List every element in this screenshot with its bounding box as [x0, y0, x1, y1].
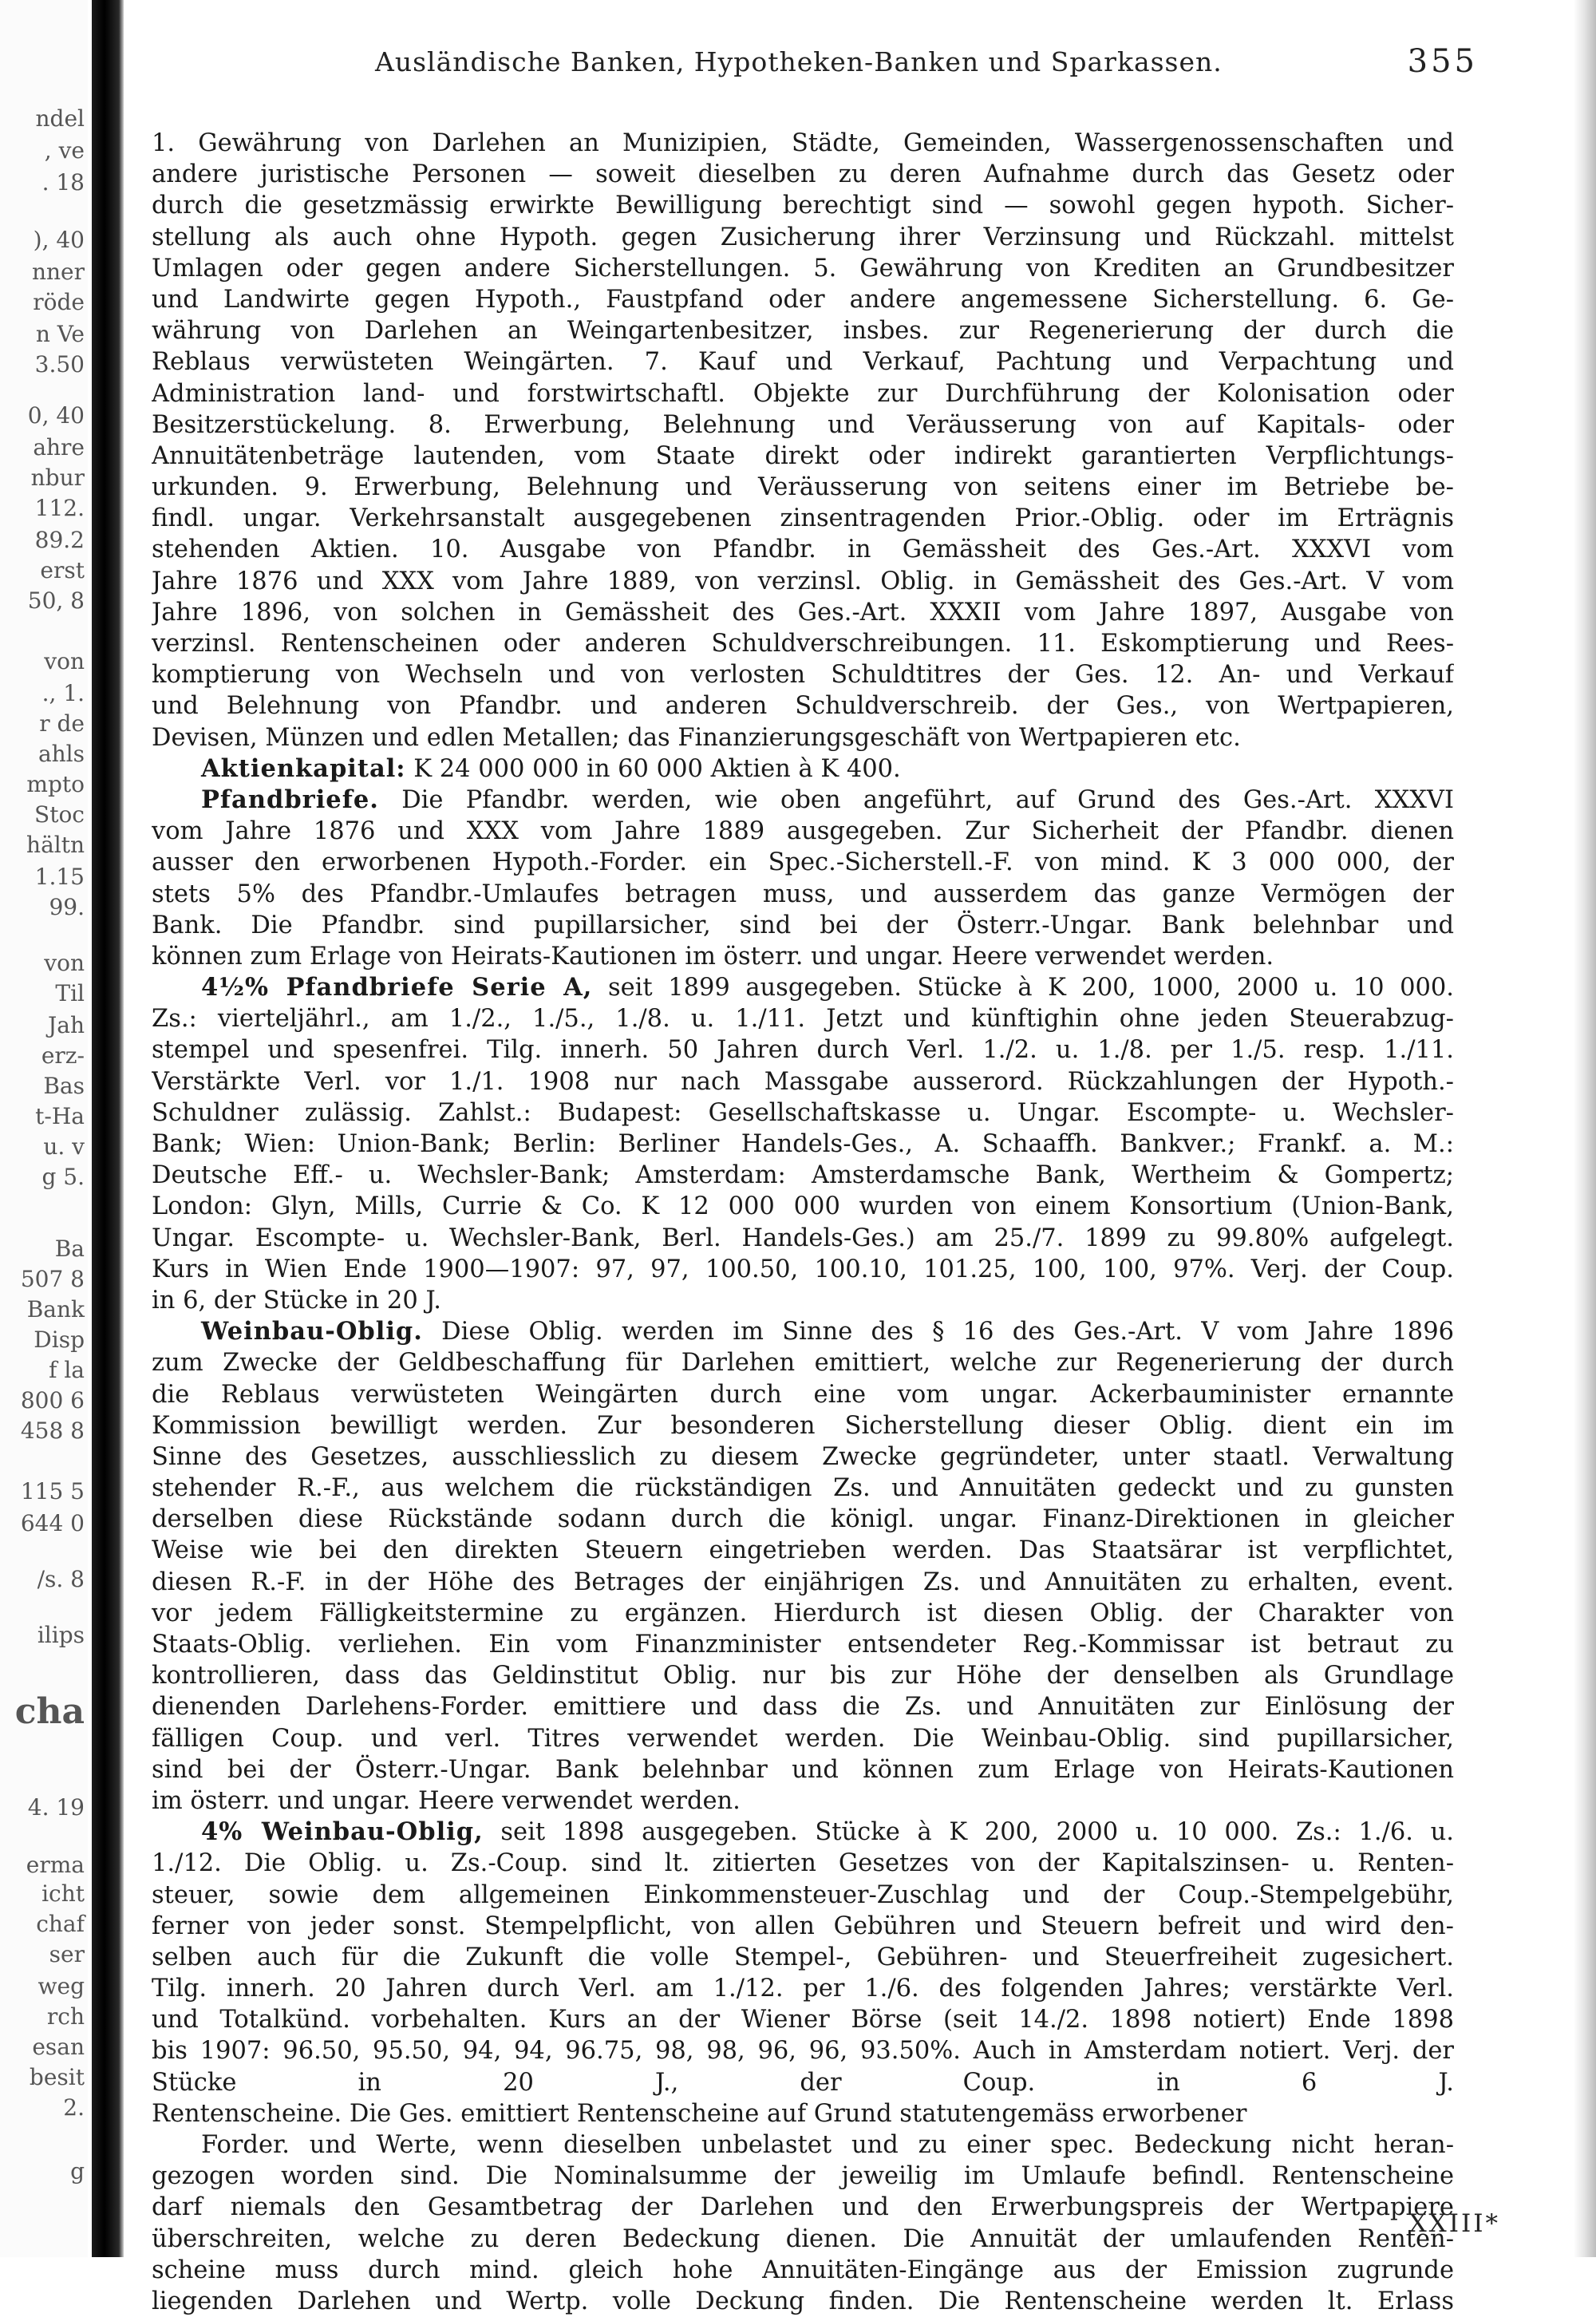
gutter-text-fragment: röde — [33, 289, 85, 315]
gutter-text-fragment: von — [44, 950, 85, 976]
text-line: zum Zwecke der Geldbeschaffung für Darlehen emittiert, welche zur Regenerierung der durch — [152, 1349, 1454, 1378]
text-line: Umlagen oder gegen andere Sicherstellungen. 5. Gewährung von Krediten an Grundbesitzer — [152, 254, 1454, 283]
text-line: liegenden Darlehen und Wertp. volle Deckung finden. Die Rentenscheine werden lt. Erlass — [152, 2287, 1454, 2315]
text-line: gezogen worden sind. Die Nominalsumme der jeweilig im Umlaufe befindl. Rentenscheine — [152, 2162, 1454, 2191]
gutter-text-fragment: Bas — [43, 1073, 85, 1099]
gutter-text-fragment: weg — [38, 1973, 85, 1999]
gutter-text-fragment: r de — [39, 710, 85, 737]
gutter-text-fragment: u. v — [43, 1133, 85, 1160]
text-line: andere juristische Personen — soweit dieselben zu deren Aufnahme durch das Gesetz oder — [152, 160, 1454, 189]
text-line: Deutsche Eff.- u. Wechsler-Bank; Amsterdam: Amsterdamsche Bank, Wertheim & Gompertz; — [152, 1161, 1454, 1190]
text-line: Forder. und Werte, wenn dieselben unbelastet und zu einer spec. Bedeckung nicht heran- — [201, 2131, 1454, 2159]
gutter-text-fragment: ahre — [33, 434, 85, 461]
text-line: 4½% Pfandbriefe Serie A, seit 1899 ausgegeben. Stücke à K 200, 1000, 2000 u. 10 000. — [201, 973, 1454, 1002]
section-heading: Pfandbriefe. — [201, 785, 379, 814]
gutter-text-fragment: g — [70, 2158, 85, 2185]
gutter-text-fragment: ), 40 — [33, 227, 85, 253]
text-line: scheine muss durch mind. gleich hohe Annuitäten-Eingänge aus der Emission zugrunde — [152, 2256, 1454, 2284]
text-line: derselben diese Rückstände sodann durch die königl. ungar. Finanz-Direktionen in gleicher — [152, 1505, 1454, 1534]
text-line: im österr. und ungar. Heere verwendet werden. — [152, 1786, 741, 1815]
text-line: diesen R.-F. in der Höhe des Betrages der einjährigen Zs. und Annuitäten zu erhalten, event. — [152, 1568, 1454, 1596]
text-line: stellung als auch ohne Hypoth. gegen Zusicherung ihrer Verzinsung und Rückzahl. mittelst — [152, 223, 1454, 251]
gutter-text-fragment: 507 8 — [20, 1266, 85, 1292]
gutter-text-fragment: Stoc — [34, 801, 85, 828]
text-line: findl. ungar. Verkehrsanstalt ausgegebenen zinsentragenden Prior.-Oblig. oder im Erträgnis — [152, 504, 1454, 533]
text-line: vom Jahre 1876 und XXX vom Jahre 1889 ausgegeben. Zur Sicherheit der Pfandbr. dienen — [152, 817, 1454, 846]
gutter-text-fragment: nbur — [30, 465, 85, 491]
text-line: können zum Erlage von Heirats-Kautionen im österr. und ungar. Heere verwendet werden. — [152, 942, 1274, 971]
text-line: Ungar. Escompte- u. Wechsler-Bank, Berl. Handels-Ges.) am 25./7. 1899 zu 99.80% aufgelegt. — [152, 1224, 1454, 1252]
gutter-text-fragment: 2. — [63, 2094, 85, 2121]
gutter-text-fragment: 112. — [34, 495, 85, 521]
text-line: Aktienkapital: K 24 000 000 in 60 000 Aktien à K 400. — [201, 753, 901, 783]
gutter-text-fragment: f la — [49, 1357, 85, 1383]
text-line: Verstärkte Verl. vor 1./1. 1908 nur nach Massgabe ausserord. Rückzahlungen der Hypoth.- — [152, 1067, 1454, 1096]
gutter-text-fragment: erma — [26, 1852, 85, 1878]
gutter-text-fragment: n Ve — [35, 321, 85, 347]
text-line: steuer, sowie dem allgemeinen Einkommensteuer-Zuschlag und der Coup.-Stempelgebühr, — [152, 1880, 1454, 1909]
text-line: währung von Darlehen an Weingartenbesitzer, insbes. zur Regenerierung der durch die — [152, 317, 1454, 346]
text-line: Tilg. innerh. 20 Jahren durch Verl. am 1./12. per 1./6. des folgenden Jahres; verstärkte Verl. — [152, 1975, 1454, 2003]
gutter-text-fragment: g 5. — [41, 1164, 85, 1190]
text-line: komptierung von Wechseln und von verlosten Schuldtitres der Ges. 12. An- und Verkauf — [152, 661, 1454, 690]
text-line: Annuitätenbeträge lautenden, vom Staate direkt oder indirekt garantierten Verpflichtungs- — [152, 441, 1454, 470]
gutter-text-fragment: chaf — [36, 1911, 85, 1937]
text-line: selben auch für die Zukunft die volle Stempel-, Gebühren- und Steuerfreiheit zugesichert. — [152, 1943, 1454, 1971]
text-line: sind bei der Österr.-Ungar. Bank belehnbar und können zum Erlage von Heirats-Kautionen — [152, 1755, 1454, 1784]
text-line: Reblaus verwüsteten Weingärten. 7. Kauf und Verkauf, Pachtung und Verpachtung und — [152, 348, 1454, 377]
text-line: Stücke in 20 J., der Coup. in 6 J. — [152, 2068, 1454, 2097]
text-line: stehender R.-F., aus welchem die rückständigen Zs. und Annuitäten gedeckt und zu gunsten — [152, 1474, 1454, 1503]
gutter-text-fragment: ahls — [38, 741, 85, 767]
gutter-text-fragment: icht — [41, 1880, 85, 1907]
gutter-text-fragment: Bank — [26, 1296, 85, 1323]
gutter-text-fragment: 800 6 — [20, 1387, 85, 1414]
gutter-text-fragment: 50, 8 — [27, 587, 85, 614]
text-line: stehenden Aktien. 10. Ausgabe von Pfandbr. in Gemässheit des Ges.-Art. XXXVI vom — [152, 536, 1454, 564]
text-line: durch die gesetzmässig erwirkte Bewilligung berechtigt sind — sowohl gegen hypoth. Sicher- — [152, 192, 1454, 220]
gutter-text-fragment: 4. 19 — [27, 1794, 85, 1821]
gutter-text-fragment: besit — [29, 2064, 85, 2090]
section-heading: Aktienkapital: — [201, 753, 406, 783]
text-line: die Reblaus verwüsteten Weingärten durch eine vom ungar. Ackerbauminister ernannte — [152, 1380, 1454, 1409]
gutter-text-fragment: hältn — [26, 832, 85, 858]
gutter-text-fragment: 0, 40 — [27, 402, 85, 429]
gutter-text-fragment: 99. — [49, 894, 85, 920]
text-line: in 6, der Stücke in 20 J. — [152, 1286, 441, 1315]
text-line: ferner von jeder sonst. Stempelpflicht, von allen Gebühren und Steuern befreit und wird den- — [152, 1912, 1454, 1940]
gutter-text-fragment: cha — [14, 1695, 85, 1729]
text-line: Schuldner zulässig. Zahlst.: Budapest: Gesellschaftskasse u. Ungar. Escompte- u. Wechsler- — [152, 1098, 1454, 1127]
text-line: Pfandbriefe. Die Pfandbr. werden, wie oben angeführt, auf Grund des Ges.-Art. XXXVI — [201, 785, 1454, 814]
text-line: kontrollieren, dass das Geldinstitut Oblig. nur bis zur Höhe der denselben als Grundlage — [152, 1662, 1454, 1690]
text-line: vor jedem Fälligkeitstermine zu ergänzen. Hierdurch ist diesen Oblig. der Charakter von — [152, 1599, 1454, 1627]
text-line: fälligen Coup. und verl. Titres verwendet werden. Die Weinbau-Oblig. sind pupillarsicher, — [152, 1724, 1454, 1753]
gutter-text-fragment: Disp — [34, 1327, 85, 1353]
gutter-text-fragment: Ba — [54, 1236, 85, 1262]
gutter-text-fragment: . 18 — [41, 169, 85, 196]
text-line: urkunden. 9. Erwerbung, Belehnung und Veräusserung von seitens einer im Betriebe be- — [152, 473, 1454, 502]
adjacent-page-fragment — [0, 0, 88, 2257]
gutter-text-fragment: von — [44, 648, 85, 674]
text-line: 4% Weinbau-Oblig, seit 1898 ausgegeben. Stücke à K 200, 2000 u. 10 000. Zs.: 1./6. u. — [201, 1817, 1454, 1847]
page-edge-shadow — [1574, 0, 1596, 2257]
gutter-text-fragment: mpto — [26, 771, 85, 797]
text-line: und Totalkünd. vorbehalten. Kurs an der Wiener Börse (seit 14./2. 1898 notiert) Ende 1898 — [152, 2006, 1454, 2034]
gutter-text-fragment: t-Ha — [35, 1103, 85, 1129]
text-line: stets 5% des Pfandbr.-Umlaufes betragen muss, und ausserdem das ganze Vermögen der — [152, 880, 1454, 908]
text-line: 1. Gewährung von Darlehen an Munizipien, Städte, Gemeinden, Wassergenossenschaften und — [152, 129, 1454, 157]
text-line: und Landwirte gegen Hypoth., Faustpfand oder andere angemessene Sicherstellung. 6. Ge- — [152, 285, 1454, 314]
text-line: darf niemals den Gesamtbetrag der Darlehen und den Erwerbungspreis der Wertpapiere — [152, 2193, 1454, 2222]
text-line: 1./12. Die Oblig. u. Zs.-Coup. sind lt. zitierten Gesetzes von der Kapitalszinsen- u. Renten- — [152, 1849, 1454, 1878]
gutter-text-fragment: nner — [31, 259, 85, 285]
text-line: und Belehnung von Pfandbr. und anderen Schuldverschreib. der Ges., von Wertpapieren, — [152, 692, 1454, 721]
text-line: Kommission bewilligt werden. Zur besonderen Sicherstellung dieser Oblig. dient ein im — [152, 1411, 1454, 1440]
gutter-text-fragment: ilips — [37, 1622, 85, 1648]
text-line: Staats-Oblig. verliehen. Ein vom Finanzminister entsendeter Reg.-Kommissar ist betraut zu — [152, 1631, 1454, 1659]
running-header — [152, 43, 1478, 83]
text-line: Kurs in Wien Ende 1900—1907: 97, 97, 100.50, 100.10, 101.25, 100, 100, 97%. Verj. der Coup. — [152, 1255, 1454, 1283]
text-line: überschreiten, welche zu deren Bedeckung dienen. Die Annuität der umlaufenden Renten- — [152, 2224, 1454, 2253]
text-line: Rentenscheine. Die Ges. emittiert Rentenscheine auf Grund statutengemäss erworbener — [152, 2099, 1247, 2128]
text-line: Zs.: vierteljährl., am 1./2., 1./5., 1./8. u. 1./11. Jetzt und künftighin ohne jeden Steuerabzug- — [152, 1005, 1454, 1034]
gutter-text-fragment: rch — [46, 2003, 85, 2030]
section-heading: Weinbau-Oblig. — [201, 1317, 423, 1346]
text-line: Bank; Wien: Union-Bank; Berlin: Berliner Handels-Ges., A. Schaaffh. Bankver.; Frankf. a. M.: — [152, 1130, 1454, 1158]
book-binding-shadow — [92, 0, 124, 2257]
text-line: ausser den erworbenen Hypoth.-Forder. ein Spec.-Sicherstell.-F. von mind. K 3 000 000, der — [152, 848, 1454, 877]
header-title: Ausländische Banken, Hypotheken-Banken und Sparkassen. — [375, 46, 1223, 77]
text-line: bis 1907: 96.50, 95.50, 94, 94, 96.75, 98, 98, 96, 96, 93.50%. Auch in Amsterdam notiert. Verj. der — [152, 2037, 1454, 2066]
gutter-text-fragment: /s. 8 — [37, 1566, 85, 1592]
gutter-text-fragment: Jah — [48, 1012, 85, 1038]
body-text — [152, 128, 1454, 2317]
text-line: Weinbau-Oblig. Diese Oblig. werden im Sinne des § 16 des Ges.-Art. V vom Jahre 1896 — [201, 1317, 1454, 1346]
gutter-text-fragment: erst — [40, 557, 85, 583]
gutter-text-fragment: erz- — [41, 1042, 85, 1069]
gutter-text-fragment: ., 1. — [41, 680, 85, 706]
text-line: dienenden Darlehens-Forder. emittiere und dass die Zs. und Annuitäten zur Einlösung der — [152, 1693, 1454, 1722]
signature-mark: XXIII* — [1408, 2209, 1500, 2238]
gutter-text-fragment: , ve — [44, 137, 85, 164]
gutter-text-fragment: 115 5 — [20, 1478, 85, 1504]
text-line: Sinne des Gesetzes, ausschliesslich zu diesem Zwecke gegründeter, unter staatl. Verwaltung — [152, 1442, 1454, 1471]
text-line: Jahre 1876 und XXX vom Jahre 1889, von verzinsl. Oblig. in Gemässheit des Ges.-Art. V vom — [152, 567, 1454, 595]
text-line: verzinsl. Rentenscheinen oder anderen Schuldverschreibungen. 11. Eskomptierung und Rees- — [152, 630, 1454, 658]
gutter-text-fragment: 89.2 — [34, 527, 85, 553]
section-heading: 4% Weinbau-Oblig, — [201, 1817, 484, 1847]
gutter-text-fragment: ndel — [35, 105, 85, 132]
text-line: Jahre 1896, von solchen in Gemässheit des Ges.-Art. XXXII vom Jahre 1897, Ausgabe von — [152, 598, 1454, 627]
text-line: Devisen, Münzen und edlen Metallen; das Finanzierungsgeschäft von Wertpapieren etc. — [152, 723, 1241, 752]
text-line: stempel und spesenfrei. Tilg. innerh. 50 Jahren durch Verl. 1./2. u. 1./8. per 1./5. resp. 1./11. — [152, 1036, 1454, 1065]
gutter-text-fragment: 3.50 — [34, 351, 85, 378]
gutter-text-fragment: ser — [49, 1941, 85, 1967]
gutter-text-fragment: Til — [55, 980, 85, 1006]
gutter-text-fragment: 644 0 — [20, 1510, 85, 1536]
section-heading: 4½% Pfandbriefe Serie A, — [201, 973, 593, 1002]
page-number: 355 — [1407, 43, 1478, 80]
text-line: Besitzerstückelung. 8. Erwerbung, Belehnung und Veräusserung von auf Kapitals- oder — [152, 410, 1454, 439]
gutter-text-fragment: 1.15 — [34, 864, 85, 890]
gutter-text-fragment: 458 8 — [20, 1417, 85, 1444]
text-line: London: Glyn, Mills, Currie & Co. K 12 000 000 wurden von einem Konsortium (Union-Bank, — [152, 1192, 1454, 1221]
text-line: Bank. Die Pfandbr. sind pupillarsicher, sind bei der Österr.-Ungar. Bank belehnbar und — [152, 911, 1454, 939]
gutter-text-fragment: esan — [32, 2034, 85, 2060]
text-line: Weise wie bei den direkten Steuern eingetrieben werden. Das Staatsärar ist verpflichtet, — [152, 1536, 1454, 1565]
text-line: Administration land- und forstwirtschaftl. Objekte zur Durchführung der Kolonisation oder — [152, 379, 1454, 408]
